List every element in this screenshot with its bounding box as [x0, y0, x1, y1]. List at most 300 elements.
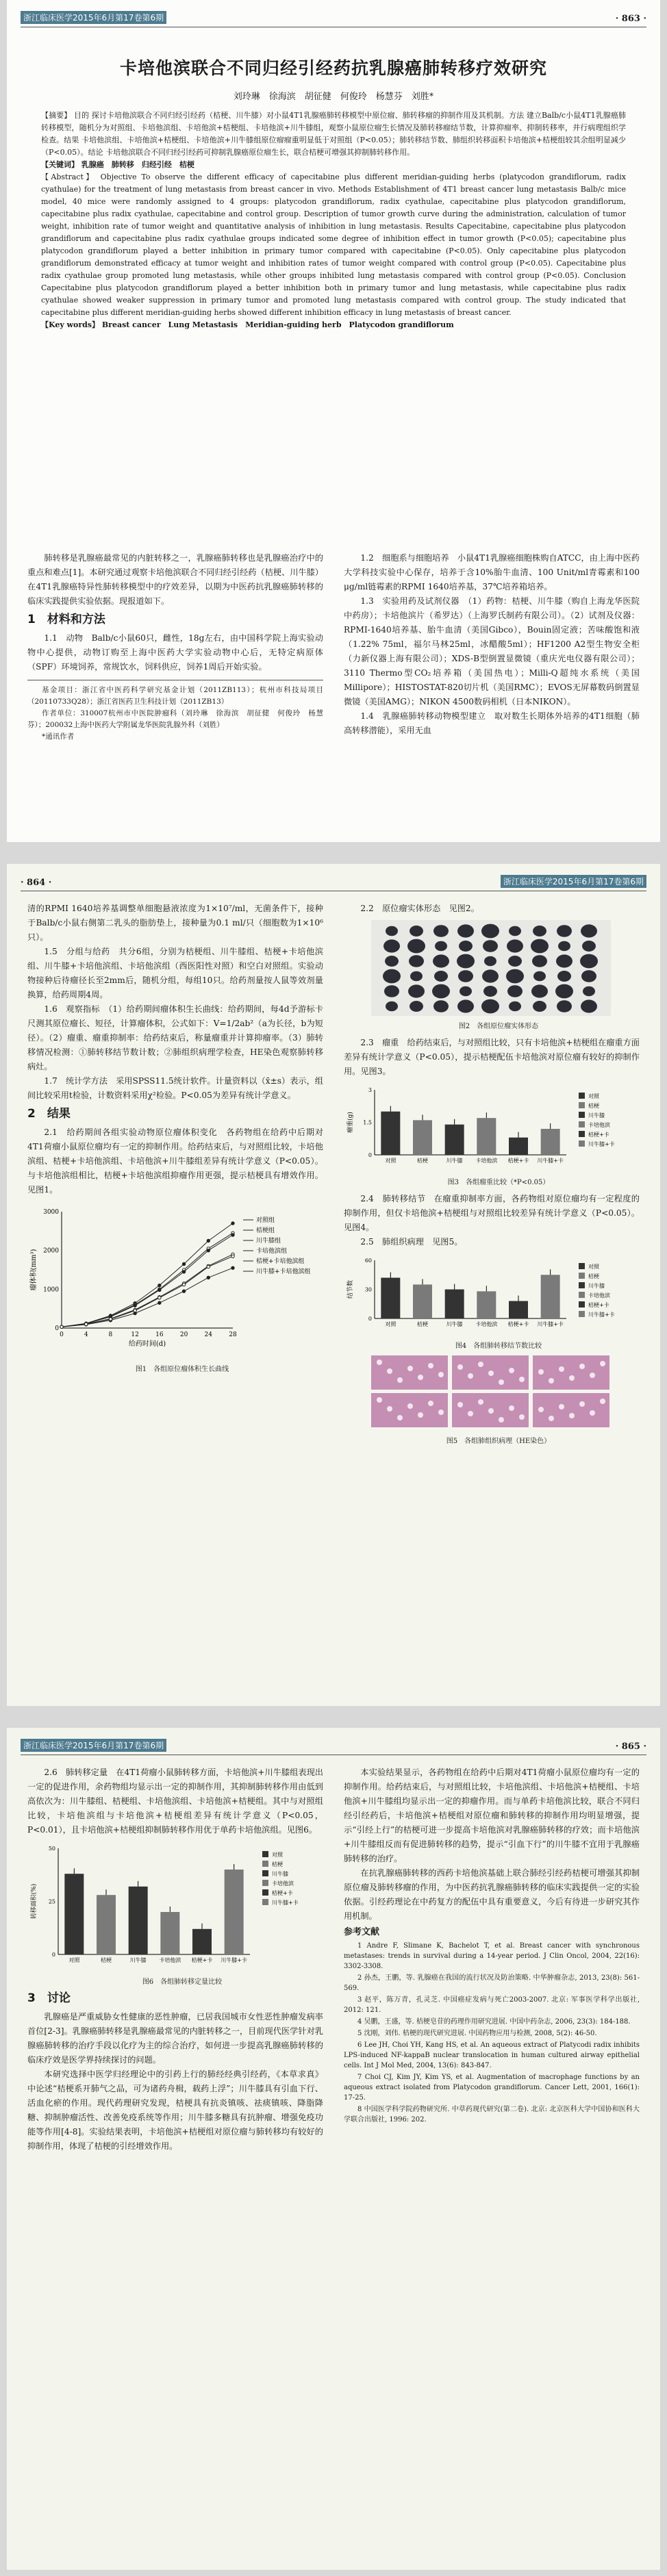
tumor-sample: [533, 971, 546, 981]
histology-panel: [371, 1355, 448, 1390]
legend-label: 卡培他滨组: [256, 1248, 288, 1255]
legend-label: 川牛膝: [272, 1871, 288, 1877]
data-point: [182, 1271, 185, 1273]
journal-name: 浙江临床医学2015年6月第17卷第6期: [501, 875, 646, 888]
bar: [97, 1895, 116, 1954]
tumor-sample: [556, 954, 572, 967]
page-1: [7, 0, 660, 842]
tumor-sample: [433, 954, 449, 967]
legend-swatch: [579, 1112, 585, 1118]
legend-swatch: [579, 1282, 585, 1288]
legend-swatch: [579, 1140, 585, 1147]
alveolus: [457, 1402, 463, 1407]
legend-swatch: [262, 1880, 268, 1886]
legend-label: 对照: [588, 1093, 599, 1099]
alveolus: [569, 1413, 575, 1418]
legend-label: 卡培他滨: [588, 1292, 610, 1299]
tumor-sample: [557, 925, 572, 937]
tumor-sample: [509, 1002, 521, 1011]
alveolus: [499, 1417, 504, 1423]
journal-name: 浙江临床医学2015年6月第17卷第6期: [21, 11, 166, 24]
reference-item: 5 沈刚，刘伟. 桔梗的现代研究进展. 中国药物应用与检测, 2008, 5(2): 46-50.: [357, 2030, 597, 2037]
data-point: [182, 1290, 185, 1292]
alveolus: [438, 1410, 444, 1415]
paragraph: 1.7 统计学方法 采用SPSS11.5统计软件。计量资料以（x̄±s）表示，组间比较采用t检验，计数资料采用χ²检验。P<0.05为差异有统计学意义。: [27, 1076, 323, 1100]
legend-label: 桔梗: [588, 1273, 599, 1279]
bar: [381, 1112, 400, 1155]
alveolus: [579, 1401, 585, 1407]
bar: [541, 1275, 560, 1318]
y-tick-label: 0: [51, 1952, 55, 1958]
reference-item: 6 Lee JH, Choi YH, Kang HS, et al. An aqueous extract of Platycodi radix inhibits LPS-induced NF-kappaB nuclear translocation in human cultured airway epithelial cells. Int J Mol Med, 2004, 13(6): 843-847.: [344, 2041, 640, 2069]
bar: [225, 1870, 244, 1954]
tumor-sample: [459, 941, 473, 952]
figure-1: [27, 1201, 323, 1375]
tumor-sample: [433, 1000, 449, 1012]
reference-item: 8 中国医学科学院药物研究所. 中草药现代研究(第二卷). 北京: 北京医科大学中国协和医科大学联合出版社, 1996: 202.: [344, 2106, 640, 2124]
tumor-sample: [531, 939, 549, 954]
abstract-cn: 【摘要】 目的 探讨卡培他滨联合不同归经引经药（桔梗、川牛膝）对小鼠4T1乳腺癌肺转移模型中原位瘤、肺转移瘤的抑制作用及其机制。方法 建立Balb/c小鼠4T1乳腺癌肺转移模型，随机分为对照组、卡培他滨组、卡培他滨+桔梗组、卡培他滨+川牛膝组，观察小鼠原位瘤生长情况及肺转移瘤结节数，计算抑瘤率、抑制转移率，并行病理组织学检查。结果 卡培他滨组、卡培他滨+桔梗组、卡培他滨+川牛膝组原位瘤瘤重明显低于对照组（P<0.05）；肺转移结节数、肺组织转移面积卡培他滨+桔梗组较其余组明显减少（P<0.05）。结论 卡培他滨联合不同归经引经药可抑制乳腺癌原位瘤生长，联合桔梗可增强其抑制肺转移作用。: [41, 111, 626, 157]
x-tick-label: 桔梗+卡: [191, 1957, 213, 1963]
x-tick-label: 桔梗+卡: [507, 1158, 529, 1164]
legend-swatch: [579, 1102, 585, 1108]
alveolus: [499, 1379, 504, 1385]
legend-label: 川牛膝+卡: [588, 1312, 615, 1318]
bar: [477, 1118, 496, 1155]
y-tick-label: 30: [364, 1286, 372, 1293]
unit-note: 作者单位：310007杭州市中医院肿瘤科（刘玲琳 徐海滨 胡征健 何俊玲 杨慧芬）；200032上海中医药大学附属龙华医院乳腺外科（刘胜）: [27, 709, 323, 729]
figure-6: [27, 1841, 323, 1987]
alveolus: [569, 1375, 575, 1381]
legend-label: 卡培他滨: [588, 1122, 610, 1128]
paragraph: 2.3 瘤重 给药结束后，与对照组比较，只有卡培他滨+桔梗组在瘤重方面差异有统计学意义（P<0.05），提示桔梗配伍卡培他滨对原位瘤有较好的抑制作用。见图3。: [344, 1038, 640, 1076]
alveolus: [418, 1375, 423, 1380]
y-axis-label: 转移面积(%): [31, 1883, 38, 1920]
tumor-sample: [533, 1001, 546, 1012]
column-left: [27, 551, 323, 743]
legend-swatch: [579, 1273, 585, 1279]
x-tick-label: 桔梗: [101, 1957, 112, 1963]
journal-name: 浙江临床医学2015年6月第17卷第6期: [21, 1739, 166, 1752]
tumor-sample: [433, 925, 449, 937]
y-tick-label: 50: [48, 1846, 55, 1852]
data-point: [182, 1262, 185, 1265]
legend-swatch: [262, 1861, 268, 1867]
x-tick-label: 对照: [68, 1957, 80, 1963]
paragraph: 本实验结果显示，各药物组在给药中后期对4T1荷瘤小鼠原位瘤均有一定的抑制作用。给药结束后，与对照组比较，卡培他滨组、卡培他滨+桔梗组、卡培他滨+川牛膝组均显示出一定的抑瘤作用。而与单药卡培他滨比较，联合不同归经引经药后，卡培他滨+桔梗组对原位瘤和肺转移的抑制作用均明显增强，提示“引经上行”的桔梗可进一步提高卡培他滨对乳腺癌肺转移的疗效；而卡培他滨+川牛膝组反而有促进肺转移的趋势，提示“引血下行”的川牛膝不宜用于乳腺癌肺转移的治疗。: [344, 1768, 640, 1863]
x-tick-label: 对照: [385, 1158, 397, 1164]
bar-chart: [344, 1253, 640, 1336]
abstract-block: [41, 110, 626, 331]
column-left: [27, 1765, 323, 2154]
page-number: · 864 ·: [21, 878, 52, 888]
x-tick-label: 桔梗: [417, 1321, 428, 1327]
section-heading: 1 材料和方法: [27, 613, 105, 626]
x-tick-label: 川牛膝+卡: [221, 1957, 248, 1963]
bar: [509, 1301, 528, 1319]
x-tick-label: 28: [229, 1331, 237, 1338]
author-list: 刘玲琳 徐海滨 胡征健 何俊玲 杨慧芬 刘胜*: [233, 92, 434, 102]
tumor-sample: [557, 1000, 572, 1012]
alveolus: [478, 1362, 483, 1367]
legend-label: 川牛膝+卡: [272, 1900, 299, 1906]
tumor-sample: [555, 984, 573, 999]
data-point: [158, 1288, 161, 1291]
y-tick-label: 1000: [43, 1286, 59, 1294]
page-header: [21, 1737, 646, 1755]
alveolus: [519, 1377, 525, 1382]
paragraph: 1.5 分组与给药 共分6组，分别为桔梗组、川牛膝组、桔梗+卡培他滨组、川牛膝+卡培他滨组、卡培他滨组（西医阳性对照）和空白对照组。实验动物接种后待瘤径长至2mm后，随机分组，每组10只。给药剂量按人鼠等效剂量换算，给药周期4周。: [27, 947, 323, 999]
paragraph: 清的RPMI 1640培养基调整单细胞悬液浓度为1×10⁷/ml，无菌条件下，接种于Balb/c小鼠右侧第二乳头的脂肪垫上，接种量为0.1 ml/只（细胞数为1×10⁶只）。: [27, 904, 323, 942]
legend-label: 桔梗+卡: [272, 1890, 293, 1896]
tumor-sample: [408, 984, 425, 997]
legend-swatch: [579, 1292, 585, 1298]
bar: [160, 1912, 179, 1954]
line-chart: [27, 1201, 323, 1359]
x-tick-label: 24: [204, 1331, 213, 1338]
page-number: · 865 ·: [615, 1742, 646, 1752]
alveolus: [488, 1408, 494, 1414]
alveolus: [397, 1415, 403, 1420]
data-point: [158, 1297, 161, 1299]
reference-item: 1 Andre F, Slimane K, Bachelot T, et al. Breast cancer with synchronous metastases: trends in survival during a 14-year period. J Clin Oncol, 2004, 22(16): 3302-3308.: [344, 1942, 640, 1970]
y-tick-label: 2000: [43, 1247, 59, 1255]
data-point: [109, 1318, 112, 1321]
tumor-sample: [435, 941, 447, 951]
tumor-sample: [410, 971, 423, 981]
y-axis-label: 瘤重(g): [347, 1112, 354, 1133]
legend-swatch: [579, 1301, 585, 1308]
tumor-sample: [434, 971, 448, 982]
tumor-sample: [384, 985, 399, 997]
histology-panel: [533, 1393, 609, 1427]
tumor-sample: [407, 939, 425, 954]
bar: [445, 1290, 464, 1319]
data-point: [85, 1323, 88, 1325]
x-tick-label: 20: [179, 1331, 188, 1338]
tumor-sample: [483, 986, 497, 997]
bar: [541, 1129, 560, 1155]
alveolus: [600, 1361, 605, 1366]
tumor-sample: [509, 926, 521, 936]
tumor-sample: [580, 954, 598, 969]
y-tick-label: 0: [368, 1152, 372, 1158]
bar: [129, 1887, 148, 1954]
legend-swatch: [262, 1870, 268, 1876]
legend-label: 对照组: [256, 1217, 275, 1224]
x-tick-label: 卡培他滨: [475, 1321, 498, 1327]
alveolus: [559, 1404, 564, 1410]
tumor-sample: [457, 924, 474, 937]
legend-label: 川牛膝: [588, 1283, 605, 1289]
paragraph: 1.4 乳腺癌肺转移动物模型建立 取对数生长期体外培养的4T1细胞（肺高转移潜能），采用无血: [344, 711, 640, 735]
column-right: [344, 902, 640, 1451]
reference-item: 3 赵平，陈万青，孔灵芝. 中国癌症发病与死亡2003-2007. 北京: 军事医学科学出版社, 2012: 121.: [344, 1996, 640, 2014]
data-point: [134, 1304, 136, 1307]
tumor-sample: [581, 999, 597, 1012]
alveolus: [407, 1366, 413, 1371]
alveolus: [549, 1416, 554, 1421]
tumor-sample: [583, 986, 595, 996]
paragraph: 1.6 观察指标 （1）给药期间瘤体积生长曲线：给药期间，每4d予游标卡尺测其原位瘤长、短径，计算瘤体积，公式如下：V=1/2ab²（a为长径，b为短径）。（2）瘤重、瘤重抑制率：给药结束后，称量瘤重并计算抑瘤率。（3）肺转移情况检测：①肺转移结节数计数；②肺组织病理学检查，HE染色观察肺转移病灶。: [27, 1004, 323, 1071]
paragraph: 2.2 原位瘤实体形态 见图2。: [360, 904, 479, 913]
section-heading: 2 结果: [27, 1107, 71, 1121]
tumor-sample: [507, 985, 523, 997]
legend-swatch: [262, 1851, 268, 1857]
footnote: [27, 680, 323, 743]
alveolus: [438, 1372, 444, 1377]
tumor-sample: [506, 969, 524, 984]
tumor-sample: [383, 939, 400, 952]
legend-label: 桔梗: [588, 1103, 599, 1109]
legend-label: 卡培他滨: [272, 1880, 294, 1887]
data-point: [207, 1276, 210, 1279]
abstract-en: 【Abstract】 Objective To observe the different efficacy of capecitabine plus different meridian-guiding herbs (platycodon grandiflorum, radix cyathulae) for the treatment of lung metastasis from breast cancer in vivo. Methods Establishment of 4T1 breast cancer lung metastasis Balb/c mice model, 40 mice were randomly assigned to 4 groups: platycodon grandiflorum, radix cyathulae, capecitabine plus platycodon grandiflorum, capecitabine plus radix cyathulae, capecitabine and control group. Description of tumor growth curve during the administration, calculation of tumor weight, inhibition rate of tumor weight and quantitative analysis of inhibition in lung metastasis. Results Capecitabine, capecitabine plus platycodon grandiflorum and capecitabine plus radix cyathulae groups indicated some degree of inhibition effect in tumor growth (P<0.05); capecitabine plus platycodon grandiflorum played a better inhibition in primary tumor compared with capecitabine (P<0.05). Only capecitabine plus platycodon grandiflorum demonstrated efficacy at tumor weight and inhibition rates of tumor weight compared with control group (P<0.05). Capecitabine plus radix cyathulae group promoted lung metastasis, while other groups inhibited lung metastasis compared with control group (P<0.05). Conclusion Capecitabine plus platycodon grandiflorum played a better inhibition both in primary tumor and lung metastasis, while capecitabine plus radix cyathulae showed weaker suppression in primary tumor and promoted lung metastasis compared with control group. The study indicated that capecitabine plus different meridian-guiding herbs showed different inhibition efficacy in lung metastasis of breast cancer.: [41, 173, 626, 317]
legend-swatch: [262, 1889, 268, 1896]
alveolus: [377, 1360, 382, 1365]
legend-swatch: [579, 1263, 585, 1269]
legend-swatch: [579, 1093, 585, 1099]
alveolus: [559, 1366, 564, 1372]
tumor-sample: [481, 924, 499, 939]
figure-caption: 图3 各组瘤重比较（*P<0.05）: [447, 1179, 550, 1186]
bar: [413, 1120, 432, 1155]
alveolus: [407, 1403, 413, 1409]
tumor-photo: [344, 920, 640, 1016]
tumor-sample: [409, 955, 424, 967]
tumor-sample: [557, 971, 571, 982]
alveolus: [457, 1364, 463, 1370]
alveolus: [478, 1399, 483, 1405]
legend-label: 川牛膝: [588, 1112, 605, 1119]
tumor-sample: [458, 970, 473, 982]
x-tick-label: 桔梗+卡: [507, 1321, 529, 1327]
y-tick-label: 60: [364, 1258, 372, 1264]
legend-label: 桔梗: [272, 1861, 283, 1867]
x-tick-label: 对照: [385, 1321, 397, 1327]
alveolus: [509, 1405, 514, 1411]
figure-4: [344, 1253, 640, 1351]
tumor-sample: [532, 955, 547, 967]
x-tick-label: 川牛膝+卡: [537, 1321, 564, 1327]
alveolus: [387, 1406, 392, 1412]
alveolus: [418, 1412, 423, 1418]
bar: [64, 1874, 84, 1954]
tumor-sample: [457, 999, 474, 1012]
tumor-sample: [531, 984, 548, 997]
y-tick-label: 1.5: [363, 1119, 372, 1126]
y-axis-label: 结节数: [347, 1279, 354, 1299]
figure-caption: 图1 各组原位瘤体积生长曲线: [135, 1366, 229, 1373]
data-point: [158, 1284, 161, 1286]
column-right: [344, 1765, 640, 2126]
bar: [509, 1138, 528, 1155]
data-point: [231, 1255, 234, 1258]
y-tick-label: 0: [55, 1325, 59, 1332]
alveolus: [468, 1411, 473, 1416]
x-tick-label: 4: [84, 1331, 88, 1338]
x-tick-label: 16: [155, 1331, 164, 1338]
figure-caption: 图4 各组肺转移结节数比较: [455, 1342, 542, 1350]
legend-swatch: [579, 1311, 585, 1317]
section-heading: 3 讨论: [27, 1991, 71, 2005]
page-2: [7, 864, 660, 1706]
series-line: [62, 1233, 233, 1327]
data-point: [182, 1283, 185, 1286]
tumor-sample: [582, 941, 596, 952]
alveolus: [377, 1397, 382, 1403]
legend-label: 桔梗+卡培他滨组: [256, 1258, 305, 1265]
paragraph: 2.1 给药期间各组实验动物原位瘤体积变化 各药物组在给药中后期对4T1荷瘤小鼠原位瘤均有一定的抑制作用。给药结束后，与对照组比较，卡培他滨组、桔梗+卡培他滨组、卡培他滨+川牛膝组差异有统计学意义（P<0.05）。与卡培他滨组相比，桔梗+卡培他滨组抑瘤作用更强，提示桔梗具有增效作用。见图1。: [27, 1127, 323, 1195]
alveolus: [579, 1364, 585, 1369]
data-point: [207, 1239, 210, 1242]
x-tick-label: 川牛膝+卡: [537, 1158, 564, 1164]
tumor-sample: [581, 924, 597, 937]
corresponding-note: *通讯作者: [42, 732, 75, 741]
legend-label: 对照: [588, 1264, 599, 1270]
alveolus: [538, 1407, 544, 1412]
x-tick-label: 桔梗: [417, 1158, 428, 1164]
tumor-sample: [558, 941, 570, 951]
x-tick-label: 8: [108, 1331, 113, 1338]
page-header: [21, 10, 646, 27]
legend-label: 对照: [272, 1852, 283, 1858]
page-number: · 863 ·: [615, 14, 646, 24]
tumor-sample: [533, 926, 546, 936]
tumor-sample: [460, 986, 472, 996]
column-left: [27, 902, 323, 1379]
page-3: [7, 1728, 660, 2570]
tumor-sample: [410, 926, 423, 936]
y-tick-label: 3000: [43, 1209, 59, 1216]
paragraph: 1.1 动物 Balb/c小鼠60只，雌性，18g左右，由中国科学院上海实验动物中心提供，动物订购至上海中医药大学实验动物中心后，无特定病原体（SPF）环境饲养，常规饮水，饲料供应，饲养1周后开始实验。: [27, 633, 323, 672]
x-tick-label: 卡培他滨: [475, 1158, 498, 1164]
x-tick-label: 川牛膝: [446, 1158, 463, 1164]
bar-chart: [344, 1083, 640, 1172]
legend-label: 川牛膝+卡培他滨组: [256, 1268, 311, 1275]
histology-grid: [344, 1355, 640, 1431]
data-point: [158, 1301, 161, 1304]
y-tick-label: 3: [368, 1087, 372, 1093]
figure-caption: 图5 各组肺组织病理（HE染色）: [446, 1438, 551, 1445]
tumor-sample: [385, 956, 399, 967]
alveolus: [549, 1378, 554, 1383]
alveolus: [600, 1399, 605, 1404]
tumor-sample: [482, 969, 499, 982]
tumor-sample: [383, 969, 401, 984]
bar: [477, 1291, 496, 1318]
x-tick-label: 卡培他滨: [159, 1957, 181, 1963]
alveolus: [428, 1401, 433, 1406]
data-point: [231, 1266, 234, 1269]
figure-3: [344, 1083, 640, 1188]
bar-chart: [27, 1841, 323, 1972]
figure-caption: 图2 各组原位瘤实体形态: [458, 1023, 539, 1030]
legend-label: 桔梗组: [256, 1227, 275, 1234]
page-header: [21, 873, 646, 891]
paragraph: 1.3 实验用药及试剂仪器 （1）药物：桔梗、川牛膝（购自上海龙华医院中药房）；卡培他滨片（希罗达）（上海罗氏制药有限公司）。（2）试剂及仪器：RPMI-1640培养基、胎牛血清（美国Gibco），Bouin固定液；苦味酸饱和液（1.22% 75ml，福尔马林25ml，冰醋酸5ml）；HF1200 A2型生物安全柜（力新仪器上海有限公司）；XDS-B型倒置显微镜（重庆光电仪器有限公司）；3110 Thermo型CO₂培养箱（美国热电）；Milli-Q超纯水系统（美国Millipore）；HISTOSTAT-820切片机（美国RMC）；EVOS无屏幕数码倒置显微镜（美国AMG）；NIKON 4500数码相机（日本NIKON）。: [344, 596, 640, 706]
reference-item: 7 Choi CJ, Kim JY, Kim YS, et al. Augmentation of macrophage functions by an aqueous extract isolated from Platycodon grandiflorum. Cancer Lett, 2001, 166(1): 17-25.: [344, 2074, 640, 2102]
paragraph: 1.2 细胞系与细胞培养 小鼠4T1乳腺癌细胞株购自ATCC，由上海中医药大学科技实验中心保存，培养于含10%胎牛血清、100 Unit/ml青霉素和100 μg/ml链霉素的RPMI 1640培养基，37℃培养箱培养。: [344, 553, 640, 591]
x-axis-label: 给药时间(d): [128, 1340, 166, 1348]
legend-label: 桔梗+卡: [588, 1132, 609, 1138]
bar: [445, 1125, 464, 1155]
x-tick-label: 川牛膝: [446, 1321, 463, 1327]
x-tick-label: 川牛膝: [129, 1957, 147, 1963]
alveolus: [519, 1414, 525, 1420]
y-axis-label: 瘤体积(mm³): [30, 1249, 38, 1291]
column-right: [344, 551, 640, 738]
tumor-sample: [386, 926, 398, 936]
paper-title: 卡培他滨联合不同归经引经药抗乳腺癌肺转移疗效研究: [119, 58, 547, 78]
tumor-sample: [481, 999, 499, 1014]
reference-item: 2 孙杰，王鹏，等. 乳腺癌在我国的流行状况及防治策略. 中华肿瘤杂志, 2013, 23(8): 561-569.: [344, 1974, 640, 1992]
reference-list: [344, 1941, 640, 2125]
references-heading: 参考文献: [344, 1927, 380, 1937]
x-tick-label: 12: [131, 1331, 139, 1338]
data-point: [231, 1234, 234, 1236]
figure-caption: 图6 各组肺转移定量比较: [142, 1978, 223, 1986]
legend-swatch: [579, 1131, 585, 1137]
figure-2: [344, 920, 640, 1032]
histology-panel: [371, 1393, 448, 1427]
legend-swatch: [579, 1121, 585, 1127]
keywords-cn: 【关键词】 乳腺癌 肺转移 归经引经 桔梗: [41, 160, 194, 169]
fund-note: 基金项目：浙江省中医药科学研究基金计划（2011ZB113）；杭州市科技局项目（20110733Q28）；浙江省医药卫生科技计划（2011ZB13）: [27, 686, 323, 706]
tumor-sample: [457, 954, 475, 969]
alveolus: [468, 1373, 473, 1379]
paragraph: 本研究选择中医学归经理论中的引药上行的肺经经典引经药，《本草求真》中论述“桔梗系开肺气之品，可为诸药舟楫，载药上浮”；川牛膝具有引血下行、活血化瘀的作用。现代药理研究发现，桔梗具有抗炎镇咳、祛痰镇咳、降脂降糖、抑制肿瘤活性、改善免疫系统等作用；川牛膝多糖具有抗肿瘤、增强免疫功能等作用[4-8]。实验结果表明，卡培他滨+桔梗组对原位瘤与肺转移均有较好的抑制作用，体现了桔梗的引经增效作用。: [27, 2069, 323, 2151]
tumor-sample: [410, 1001, 423, 1012]
tumor-sample: [581, 970, 596, 982]
y-tick-label: 25: [48, 1898, 55, 1905]
alveolus: [397, 1377, 403, 1383]
alveolus: [509, 1368, 514, 1373]
alveolus: [590, 1410, 595, 1416]
legend-label: 川牛膝+卡: [588, 1141, 615, 1147]
bar: [381, 1278, 400, 1319]
paragraph: 2.6 肺转移定量 在4T1荷瘤小鼠肺转移方面，卡培他滨+川牛膝组表现出一定的促进作用，余药物组均显示出一定的抑制作用，其抑制肺转移作用由低到高依次为：川牛膝组、桔梗组、卡培他滨组、卡培他滨+桔梗组。其中与对照组比较，卡培他滨组与卡培他滨+桔梗组差异有统计学意义（P<0.05，P<0.01），且卡培他滨+桔梗组抑制肺转移作用优于单药卡培他滨组。见图6。: [27, 1768, 323, 1835]
series-line: [62, 1223, 233, 1327]
intro-paragraph: 肺转移是乳腺癌最常见的内脏转移之一，乳腺癌肺转移也是乳腺癌治疗中的重点和难点[1]。本研究通过观察卡培他滨联合不同归经引经药（桔梗、川牛膝）在4T1乳腺癌特异性肺转移模型中的疗效差异，以期为中医药抗乳腺癌肺转移的临床实践提供实验依据。现报道如下。: [27, 553, 323, 606]
paragraph: 2.5 肺组织病理 见图5。: [360, 1237, 463, 1247]
tumor-sample: [432, 984, 450, 999]
tumor-sample: [386, 1002, 398, 1011]
data-point: [231, 1222, 234, 1225]
tumor-sample: [508, 956, 522, 967]
alveolus: [590, 1373, 595, 1378]
data-point: [134, 1309, 136, 1312]
tumor-sample: [483, 940, 498, 952]
x-tick-label: 0: [60, 1331, 64, 1338]
data-point: [207, 1249, 210, 1251]
legend-label: 桔梗+卡: [588, 1302, 609, 1308]
reference-item: 4 吴鹏，王盛，等. 桔梗皂苷的药理作用研究进展. 中国中药杂志, 2006, 23(3): 184-188.: [357, 2018, 631, 2026]
histology-panel: [533, 1355, 609, 1390]
paragraph: 在抗乳腺癌肺转移的西药卡培他滨基础上联合肺经引经药桔梗可增强其抑制原位瘤及肺转移瘤的作用，为中医药抗乳腺癌肺转移的临床实践提供一定的实验依据。引经药理论在中药复方的配伍中具有重要意义，今后有待进一步研究其作用机制。: [344, 1868, 640, 1921]
alveolus: [387, 1368, 392, 1374]
legend-swatch: [262, 1899, 268, 1905]
legend-label: 川牛膝组: [256, 1238, 281, 1245]
data-point: [207, 1265, 210, 1268]
data-point: [60, 1325, 63, 1328]
y-tick-label: 0: [368, 1316, 372, 1322]
keywords-en: 【Key words】 Breast cancer Lung Metastasis Meridian-guiding herb Platycodon grandiflorum: [41, 320, 454, 329]
alveolus: [488, 1370, 494, 1376]
paragraph: 2.4 肺转移结节 在瘤重抑制率方面，各药物组对原位瘤均有一定程度的抑制作用，但仅卡培他滨+桔梗组与对照组比较差异有统计学意义（P<0.05）。见图4。: [344, 1194, 640, 1232]
tumor-sample: [507, 939, 523, 952]
bar: [192, 1929, 212, 1954]
